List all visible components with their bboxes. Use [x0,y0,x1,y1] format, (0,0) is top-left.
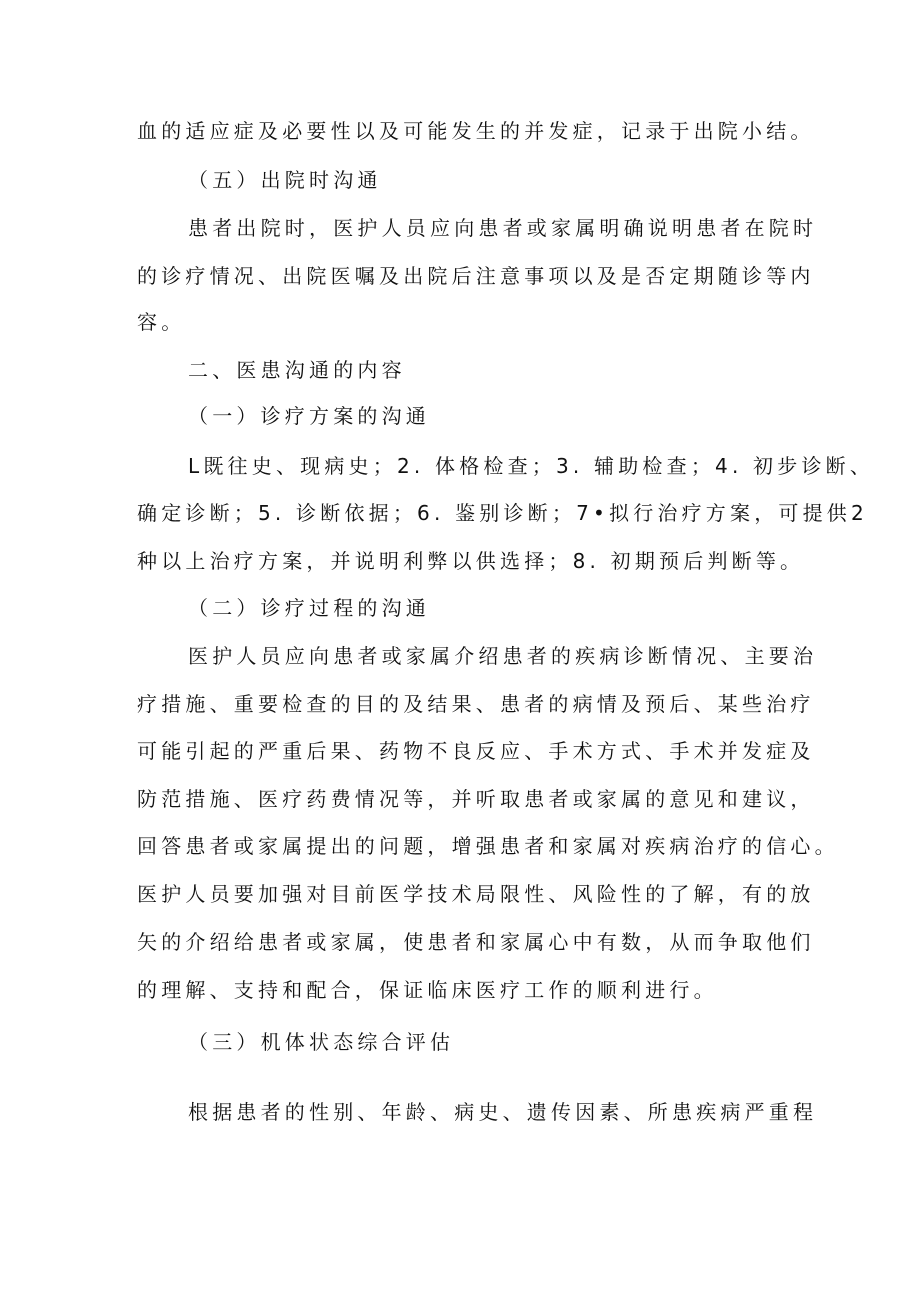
paragraph-line: 矢的介绍给患者或家属，使患者和家属心中有数，从而争取他们 [137,930,815,954]
paragraph-line: 医护人员应向患者或家属介绍患者的疾病诊断情况、主要治 [188,644,818,668]
section-heading: （三）机体状态综合评估 [188,1030,455,1054]
paragraph-line: 根据患者的性别、年龄、病史、遗传因素、所患疾病严重程 [188,1100,818,1124]
paragraph-line: 血的适应症及必要性以及可能发生的并发症，记录于出院小结。 [137,119,815,143]
paragraph-line: 患者出院时，医护人员应向患者或家属明确说明患者在院时 [188,216,818,240]
paragraph-line: 的诊疗情况、出院医嘱及出院后注意事项以及是否定期随诊等内 [137,264,815,288]
section-heading: （五）出院时沟通 [188,168,382,192]
paragraph-line: L既往史、现病史；2. 体格检查；3. 辅助检查；4. 初步诊断、 [188,454,875,478]
paragraph-line: 种以上治疗方案，并说明利弊以供选择；8. 初期预后判断等。 [137,549,805,573]
section-heading: （一）诊疗方案的沟通 [188,404,430,428]
section-heading: 二、医患沟通的内容 [188,358,406,382]
paragraph-line: 容。 [137,310,186,334]
paragraph-line: 可能引起的严重后果、药物不良反应、手术方式、手术并发症及 [137,739,815,763]
paragraph-line: 的理解、支持和配合，保证临床医疗工作的顺利进行。 [137,978,718,1002]
paragraph-line: 防范措施、医疗药费情况等，并听取患者或家属的意见和建议， [137,787,815,811]
paragraph-line: 确定诊断；5. 诊断依据；6. 鉴别诊断；7•拟行治疗方案，可提供2 [137,501,868,525]
section-heading: （二）诊疗过程的沟通 [188,596,430,620]
paragraph-line: 医护人员要加强对目前医学技术局限性、风险性的了解，有的放 [137,882,815,906]
paragraph-line: 回答患者或家属提出的问题，增强患者和家属对疾病治疗的信心。 [137,834,839,858]
paragraph-line: 疗措施、重要检查的目的及结果、患者的病情及预后、某些治疗 [137,692,815,716]
